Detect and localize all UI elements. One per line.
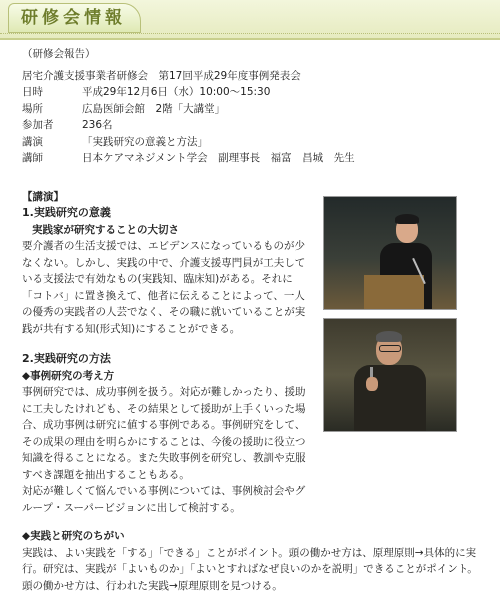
info-key: 日時 <box>22 84 82 101</box>
section2-bullet-case-study: ◆事例研究の考え方 <box>22 368 492 385</box>
section-header <box>0 0 500 40</box>
info-row <box>22 150 355 167</box>
info-row <box>22 134 355 151</box>
section2-bullet-practice-vs-research: ◆実践と研究のちがい <box>22 528 492 545</box>
info-value: 平成29年12月6日（水）10:00～15:30 <box>82 84 355 101</box>
info-key: 参加者 <box>22 117 82 134</box>
lecture-label: 【講演】 <box>22 189 492 206</box>
info-value: 「実践研究の意義と方法」 <box>82 134 355 151</box>
info-value: 広島医師会館 2階「大講堂」 <box>82 101 355 118</box>
section2-heading: 2.実践研究の方法 <box>22 351 492 368</box>
section2-body2: 対応が難しくて悩んでいる事例については、事例検討会やグループ・スーパービジョンに出して検討する。 <box>22 483 307 516</box>
main-content <box>22 40 492 594</box>
info-key: 講演 <box>22 134 82 151</box>
info-value: 日本ケアマネジメント学会 副理事長 福富 昌城 先生 <box>82 150 355 167</box>
lecturer-photo-1 <box>323 196 457 310</box>
info-key: 講師 <box>22 150 82 167</box>
event-name-row <box>22 68 355 85</box>
section1-body: 要介護者の生活支援では、エビデンスになっているものが少なくない。しかし、実践の中で、介護支援専門員が工夫している支援法で有効なもの(実践知、臨床知)がある。それに「コトバ」に置き換えて、他者に伝えることによって、一人の優秀の実践者の人芸でなく、その職に就いていることが実践が共有する知(形式知)にすることができる。 <box>22 238 307 337</box>
section2-body3: 実践は、よい実践を「する」「できる」ことがポイント。頭の働かせ方は、原理原則→具体的に実行。研究は、実践が「よいものか」「よいとすればなぜ良いのかを説明」できることがポイント。頭の働かせ方は、行われた実践→原理原則を見つける。 <box>22 545 482 594</box>
report-label: （研修会報告） <box>22 46 492 63</box>
info-key: 場所 <box>22 101 82 118</box>
event-info-table <box>22 68 355 167</box>
event-name: 居宅介護支援事業者研修会 第17回平成29年度事例発表会 <box>22 68 355 85</box>
section1-subheading: 実践家が研究することの大切さ <box>22 222 492 239</box>
info-row <box>22 101 355 118</box>
info-row <box>22 117 355 134</box>
section2-body1: 事例研究では、成功事例を扱う。対応が難しかったり、援助に工夫したけれども、その結果として援助が上手くいった場合、成功事例は研究に値する事例である。事例研究をして、その成果の理由を明らかにすることは、今後の援助に役立つ知識を得ることになる。また失敗事例を研究し、教訓や克服すべき課題を抽出することもある。 <box>22 384 307 483</box>
section1-heading: 1.実践研究の意義 <box>22 205 492 222</box>
lecturer-photo-2 <box>323 318 457 432</box>
info-row <box>22 84 355 101</box>
info-value: 236名 <box>82 117 355 134</box>
page-title: 研修会情報 <box>8 3 141 33</box>
